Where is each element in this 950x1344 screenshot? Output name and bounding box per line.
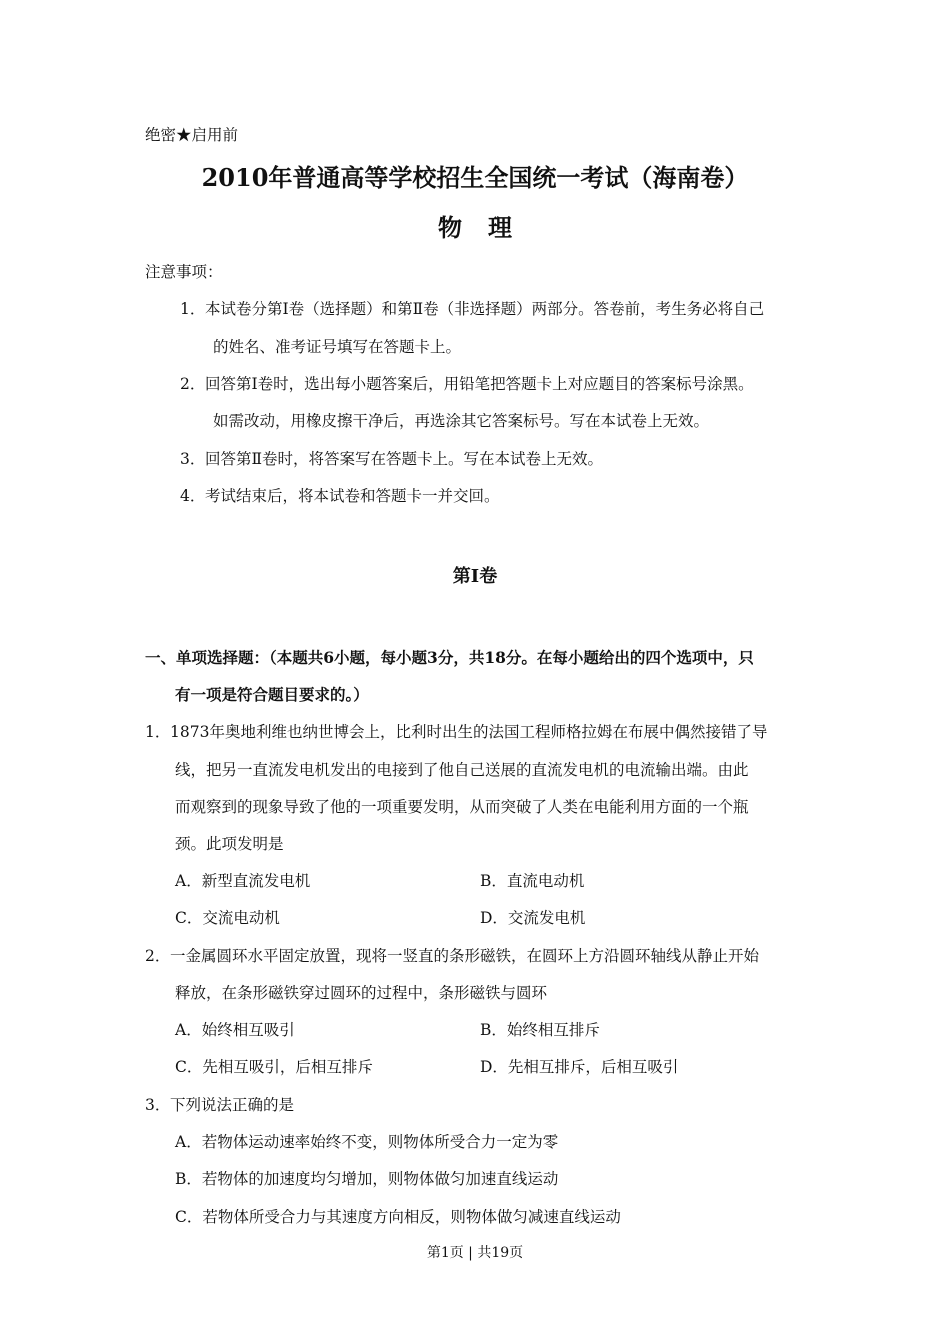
question-1-option-b: B．直流电动机	[480, 872, 585, 890]
question-1-number: 1．	[145, 723, 171, 741]
question-3-option-a: A．若物体运动速率始终不变，则物体所受合力一定为零	[175, 1133, 559, 1151]
page-footer: 第1页 | 共19页	[426, 1245, 524, 1261]
question-2-option-d: D．先相互排斥，后相互吸引	[480, 1058, 679, 1076]
notice-item-2-line2: 如需改动，用橡皮擦干净后，再选涂其它答案标号。写在本试卷上无效。	[213, 412, 710, 430]
question-1-option-d: D．交流发电机	[480, 909, 586, 927]
question-2-line-2: 释放，在条形磁铁穿过圆环的过程中，条形磁铁与圆环	[175, 984, 548, 1002]
question-1-line-3: 而观察到的现象导致了他的一项重要发明，从而突破了人类在电能利用方面的一个瓶	[175, 798, 749, 816]
question-1-option-a: A．新型直流发电机	[175, 872, 311, 890]
notice-item-1-num: 1．	[180, 300, 206, 318]
question-1-line-1: 1873年奥地利维也纳世博会上，比利时出生的法国工程师格拉姆在布展中偶然接错了导	[170, 723, 768, 741]
question-3-stem: 下列说法正确的是	[170, 1096, 295, 1114]
volume-title: 第Ⅰ卷	[452, 566, 498, 587]
question-1-line-4: 颈。此项发明是	[175, 835, 284, 853]
notice-item-1-line1: 本试卷分第Ⅰ卷（选择题）和第Ⅱ卷（非选择题）两部分。答卷前，考生务必将自己	[205, 300, 765, 318]
question-3-option-b: B．若物体的加速度均匀增加，则物体做匀加速直线运动	[175, 1170, 559, 1188]
question-2-number: 2．	[145, 947, 171, 965]
question-2-line-1: 一金属圆环水平固定放置，现将一竖直的条形磁铁，在圆环上方沿圆环轴线从静止开始	[170, 947, 760, 965]
section-1-heading-line1: 一、单项选择题：（本题共6小题，每小题3分，共18分。在每小题给出的四个选项中，只	[145, 648, 754, 667]
notice-item-3-num: 3．	[180, 450, 206, 468]
question-2-option-c: C．先相互吸引，后相互排斥	[175, 1058, 373, 1076]
section-1-heading-line2: 有一项是符合题目要求的。）	[175, 685, 369, 704]
notice-item-3-line1: 回答第Ⅱ卷时，将答案写在答题卡上。写在本试卷上无效。	[205, 450, 604, 468]
question-3-option-c: C．若物体所受合力与其速度方向相反，则物体做匀减速直线运动	[175, 1208, 621, 1226]
question-2-option-b: B．始终相互排斥	[480, 1021, 600, 1039]
question-1-option-c: C．交流电动机	[175, 909, 280, 927]
confidential-mark: 绝密★启用前	[145, 126, 239, 144]
notice-item-2-line1: 回答第Ⅰ卷时，选出每小题答案后，用铅笔把答题卡上对应题目的答案标号涂黑。	[205, 375, 754, 393]
subject-title: 物理	[438, 213, 538, 242]
exam-title: 2010年普通高等学校招生全国统一考试（海南卷）	[201, 163, 749, 192]
question-2-option-a: A．始终相互吸引	[175, 1021, 295, 1039]
notice-item-4-line1: 考试结束后，将本试卷和答题卡一并交回。	[205, 487, 500, 505]
notice-item-1-line2: 的姓名、准考证号填写在答题卡上。	[213, 338, 462, 356]
notice-item-4-num: 4．	[180, 487, 206, 505]
notice-label: 注意事项：	[145, 263, 223, 281]
question-3-number: 3．	[145, 1096, 171, 1114]
question-1-line-2: 线，把另一直流发电机发出的电接到了他自己送展的直流发电机的电流输出端。由此	[175, 761, 749, 779]
notice-item-2-num: 2．	[180, 375, 206, 393]
